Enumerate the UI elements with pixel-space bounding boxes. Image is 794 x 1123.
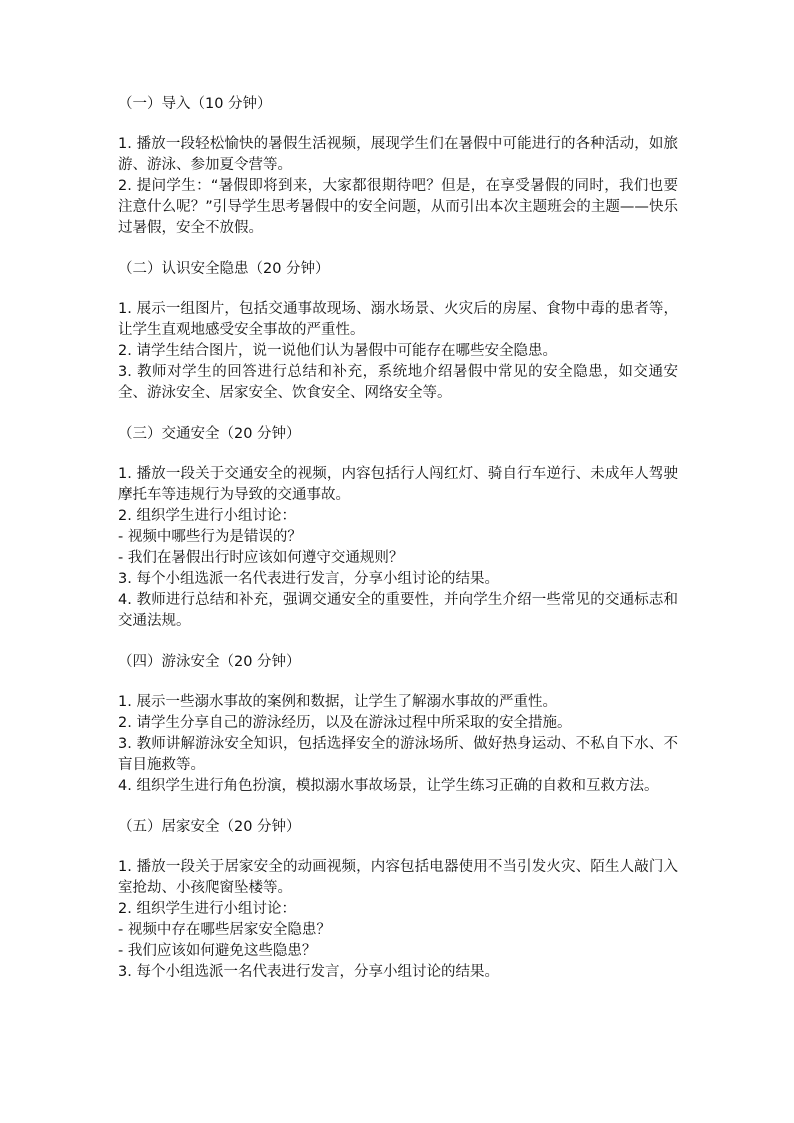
document-page xyxy=(118,92,678,983)
paragraph: 2. 组织学生进行小组讨论： xyxy=(118,508,296,524)
paragraph: 2. 提问学生：“暑假即将到来，大家都很期待吧？但是，在享受暑假的同时，我们也要注意什么呢？”引导学生思考暑假中的安全问题，从而引出本次主题班会的主题——快乐过暑假，安全不放假。 xyxy=(118,178,678,236)
bullet-item: - 我们在暑假出行时应该如何遵守交通规则？ xyxy=(118,550,404,566)
section-spacer xyxy=(118,632,678,650)
section-title: （四）游泳安全（20 分钟） xyxy=(118,654,301,670)
paragraph: 3. 教师讲解游泳安全知识，包括选择安全的游泳场所、做好热身运动、不私自下水、不盲目施救等。 xyxy=(118,736,678,773)
section-spacer xyxy=(118,797,678,815)
section-title: （二）认识安全隐患（20 分钟） xyxy=(118,261,330,277)
paragraph: 4. 组织学生进行角色扮演，模拟溺水事故场景，让学生练习正确的自救和互救方法。 xyxy=(118,778,659,794)
paragraph: 3. 教师对学生的回答进行总结和补充，系统地介绍暑假中常见的安全隐患，如交通安全、游泳安全、居家安全、饮食安全、网络安全等。 xyxy=(118,364,678,401)
paragraph: 4. 教师进行总结和补充，强调交通安全的重要性，并向学生介绍一些常见的交通标志和交通法规。 xyxy=(118,592,678,629)
paragraph: 2. 组织学生进行小组讨论： xyxy=(118,901,296,917)
paragraph: 1. 展示一组图片，包括交通事故现场、溺水场景、火灾后的房屋、食物中毒的患者等，让学生直观地感受安全事故的严重性。 xyxy=(118,301,678,338)
paragraph: 2. 请学生结合图片，说一说他们认为暑假中可能存在哪些安全隐患。 xyxy=(118,343,557,359)
section-spacer xyxy=(118,404,678,422)
paragraph: 3. 每个小组选派一名代表进行发言，分享小组讨论的结果。 xyxy=(118,964,499,980)
section-title: （五）居家安全（20 分钟） xyxy=(118,819,301,835)
bullet-item: - 视频中哪些行为是错误的？ xyxy=(118,529,302,545)
section-traffic xyxy=(118,422,678,632)
bullet-item: - 视频中存在哪些居家安全隐患？ xyxy=(118,922,331,938)
paragraph: 1. 播放一段关于交通安全的视频，内容包括行人闯红灯、骑自行车逆行、未成年人驾驶摩托车等违规行为导致的交通事故。 xyxy=(118,466,678,503)
paragraph: 3. 每个小组选派一名代表进行发言，分享小组讨论的结果。 xyxy=(118,571,499,587)
section-home xyxy=(118,815,678,983)
bullet-item: - 我们应该如何避免这些隐患？ xyxy=(118,943,317,959)
section-swimming xyxy=(118,650,678,797)
section-title: （一）导入（10 分钟） xyxy=(118,96,272,112)
paragraph: 1. 播放一段关于居家安全的动画视频，内容包括电器使用不当引发火灾、陌生人敲门入室抢劫、小孩爬窗坠楼等。 xyxy=(118,859,678,896)
section-title: （三）交通安全（20 分钟） xyxy=(118,426,301,442)
paragraph: 1. 展示一些溺水事故的案例和数据，让学生了解溺水事故的严重性。 xyxy=(118,694,557,710)
paragraph: 2. 请学生分享自己的游泳经历，以及在游泳过程中所采取的安全措施。 xyxy=(118,715,572,731)
section-spacer xyxy=(118,239,678,257)
section-hazards xyxy=(118,257,678,404)
section-intro xyxy=(118,92,678,239)
paragraph: 1. 播放一段轻松愉快的暑假生活视频，展现学生们在暑假中可能进行的各种活动，如旅游、游泳、参加夏令营等。 xyxy=(118,136,678,173)
